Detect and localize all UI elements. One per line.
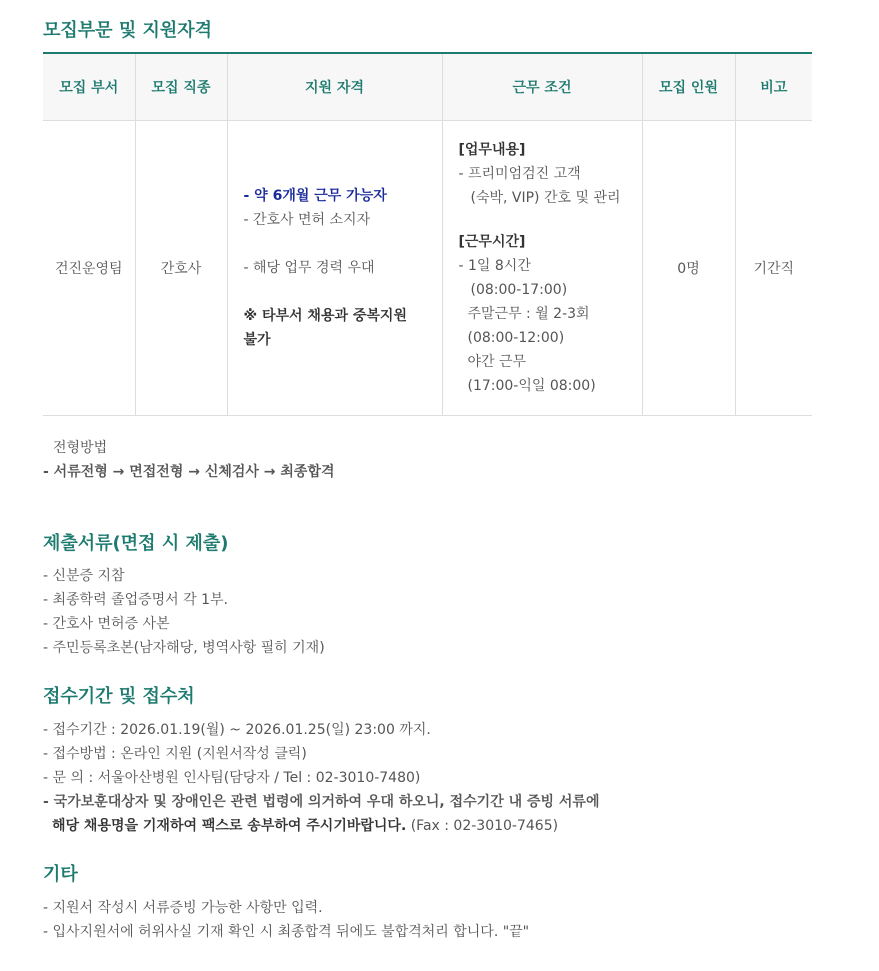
condition-hours-3: 주말근무 : 월 2-3회 — [467, 306, 590, 322]
period-line: - 접수기간 : 2026.01.19(월) ~ 2026.01.25(일) 23:00 까지. — [43, 722, 431, 738]
list-item: - 신분증 지참 — [43, 568, 125, 584]
cell-job: 간호사 — [135, 121, 227, 416]
qualification-note-line1: ※ 타부서 채용과 중복지원 — [243, 308, 407, 324]
table-row — [43, 121, 812, 416]
cell-remark: 기간직 — [735, 121, 812, 416]
qualification-note-line2: 불가 — [243, 332, 271, 348]
list-item: - 간호사 면허증 사본 — [43, 616, 170, 632]
header-remark: 비고 — [735, 53, 812, 121]
condition-hours-2: (08:00-17:00) — [470, 282, 568, 298]
condition-duty-head: [업무내용] — [458, 142, 526, 158]
cell-condition — [442, 121, 642, 416]
header-dept: 모집 부서 — [43, 53, 135, 121]
section-title-documents: 제출서류(면접 시 제출) — [43, 533, 229, 554]
condition-hours-1: - 1일 8시간 — [458, 258, 531, 274]
list-item: - 최종학력 졸업증명서 각 1부. — [43, 592, 228, 608]
selection-steps: - 서류전형 → 면접전형 → 신체검사 → 최종합격 — [43, 464, 335, 480]
condition-hours-5: 야간 근무 — [467, 354, 527, 370]
condition-duty-2: (숙박, VIP) 간호 및 관리 — [470, 190, 621, 206]
notice-line2-wrap — [43, 814, 599, 838]
header-count: 모집 인원 — [642, 53, 735, 121]
list-item: - 입사지원서에 허위사실 기재 확인 시 최종합격 뒤에도 불합격처리 합니다. "끝" — [43, 924, 530, 940]
header-qualification: 지원 자격 — [227, 53, 442, 121]
list-item: - 지원서 작성시 서류증빙 가능한 사항만 입력. — [43, 900, 323, 916]
fax-number: (Fax : 02-3010-7465) — [406, 818, 559, 834]
table-header-row — [43, 53, 812, 121]
section-title-recruit: 모집부문 및 지원자격 — [43, 20, 213, 41]
header-job: 모집 직종 — [135, 53, 227, 121]
section-title-etc: 기타 — [43, 864, 78, 885]
inquiry-line: - 문 의 : 서울아산병원 인사팀(담당자 / Tel : 02-3010-7480) — [43, 770, 421, 786]
cell-count: 0명 — [642, 121, 735, 416]
qualification-highlight: - 약 6개월 근무 가능자 — [243, 188, 387, 204]
condition-hours-6: (17:00-익일 08:00) — [467, 378, 596, 394]
list-item: - 주민등록초본(남자해당, 병역사항 필히 기재) — [43, 640, 325, 656]
documents-list — [43, 564, 325, 660]
cell-dept: 건진운영팀 — [43, 121, 135, 416]
notice-line2: 해당 채용명을 기재하여 팩스로 송부하여 주시기바랍니다. — [52, 818, 407, 834]
qualification-preferred: - 해당 업무 경력 우대 — [243, 260, 375, 276]
notice-line1: - 국가보훈대상자 및 장애인은 관련 법령에 의거하여 우대 하오니, 접수기간 내 증빙 서류에 — [43, 794, 600, 810]
header-condition: 근무 조건 — [442, 53, 642, 121]
recruit-table — [43, 52, 812, 416]
condition-hours-head: [근무시간] — [458, 234, 526, 250]
condition-duty-1: - 프리미엄검진 고객 — [458, 166, 581, 182]
section-title-period: 접수기간 및 접수처 — [43, 686, 195, 707]
condition-hours-4: (08:00-12:00) — [467, 330, 565, 346]
cell-qualification — [227, 121, 442, 416]
method-line: - 접수방법 : 온라인 지원 (지원서작성 클릭) — [43, 746, 307, 762]
etc-list — [43, 896, 529, 944]
qualification-license: - 간호사 면허 소지자 — [243, 212, 371, 228]
selection-title: 전형방법 — [53, 440, 108, 456]
period-list — [43, 718, 599, 838]
selection-block — [43, 436, 335, 484]
